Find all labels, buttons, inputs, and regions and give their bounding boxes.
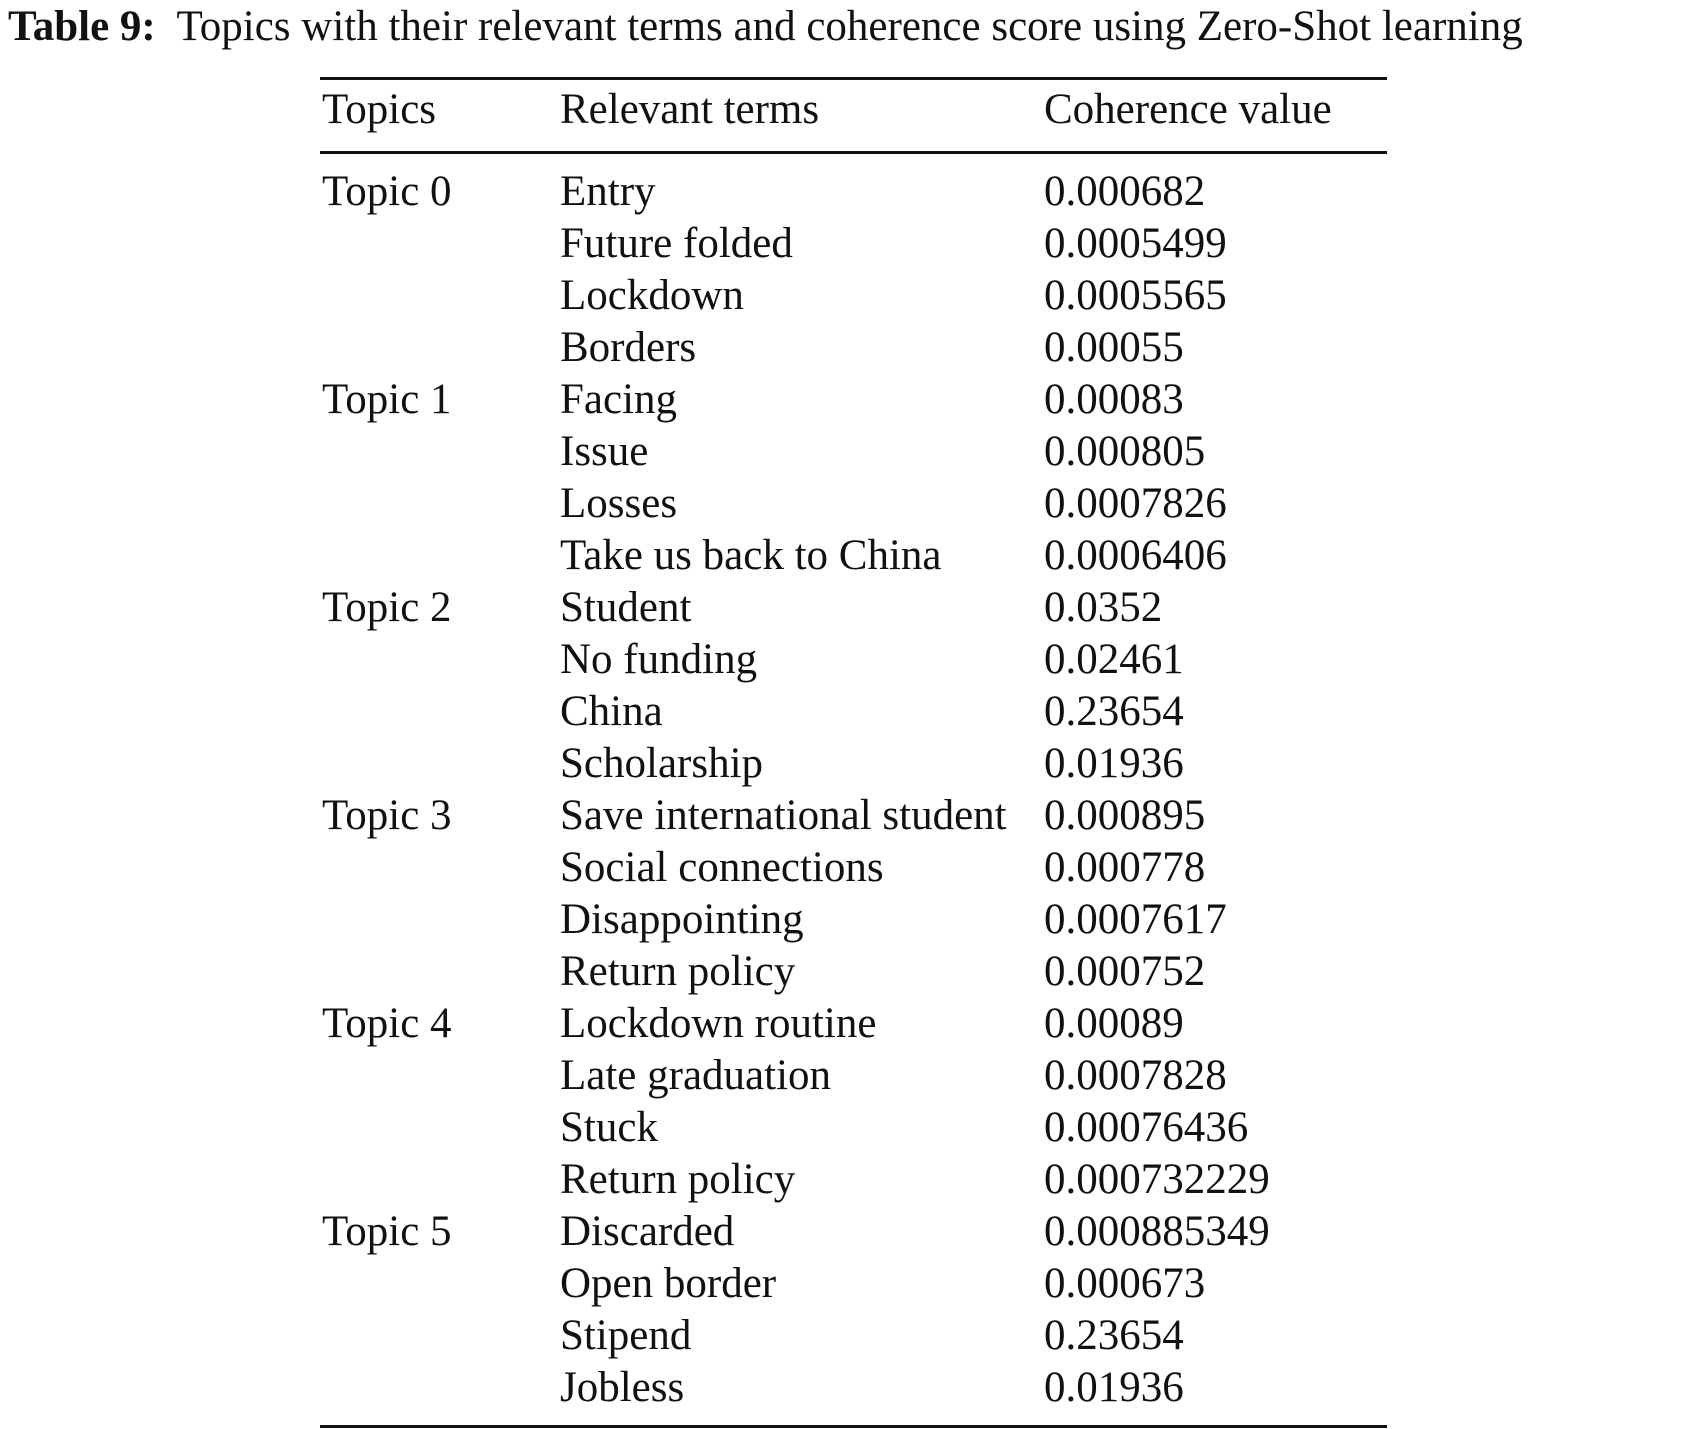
table-cell-value: 0.23654 — [1044, 688, 1184, 735]
table-cell-value: 0.000778 — [1044, 844, 1206, 891]
table-cell-term: Entry — [560, 168, 656, 215]
table-cell-value: 0.000732229 — [1044, 1156, 1270, 1203]
table-cell-topic: Topic 0 — [322, 168, 452, 215]
table-cell-term: Future folded — [560, 220, 793, 267]
table-cell-term: Return policy — [560, 948, 796, 995]
table-cell-value: 0.00089 — [1044, 1000, 1184, 1047]
table-cell-term: Social connections — [560, 844, 884, 891]
table-caption-text: Topics with their relevant terms and coherence score using Zero-Shot learning — [176, 3, 1523, 50]
table-cell-term: Discarded — [560, 1208, 735, 1255]
table-cell-value: 0.0005499 — [1044, 220, 1227, 267]
table-cell-topic: Topic 4 — [322, 1000, 452, 1047]
table-cell-value: 0.000805 — [1044, 428, 1206, 475]
table-cell-term: Facing — [560, 376, 678, 423]
header-relevant-terms: Relevant terms — [560, 86, 820, 133]
table-cell-term: Stuck — [560, 1104, 658, 1151]
table-cell-value: 0.00076436 — [1044, 1104, 1249, 1151]
table-cell-term: No funding — [560, 636, 758, 683]
table-cell-term: China — [560, 688, 663, 735]
table-cell-value: 0.00055 — [1044, 324, 1184, 371]
table-cell-term: Student — [560, 584, 692, 631]
table-cell-term: Lockdown routine — [560, 1000, 877, 1047]
table-cell-term: Stipend — [560, 1312, 692, 1359]
table-caption — [8, 2, 1523, 52]
table-cell-topic: Topic 2 — [322, 584, 452, 631]
table-cell-value: 0.01936 — [1044, 740, 1184, 787]
table-cell-value: 0.0006406 — [1044, 532, 1227, 579]
table-cell-term: Lockdown — [560, 272, 744, 319]
table-cell-value: 0.0007828 — [1044, 1052, 1227, 1099]
top-rule — [320, 77, 1387, 80]
table-cell-value: 0.0007826 — [1044, 480, 1227, 527]
table-cell-value: 0.000673 — [1044, 1260, 1206, 1307]
table-cell-value: 0.000885349 — [1044, 1208, 1270, 1255]
bottom-rule — [320, 1425, 1387, 1428]
table-cell-value: 0.00083 — [1044, 376, 1184, 423]
table-cell-term: Open border — [560, 1260, 777, 1307]
table-cell-topic: Topic 3 — [322, 792, 452, 839]
table-cell-value: 0.000682 — [1044, 168, 1206, 215]
table-cell-value: 0.01936 — [1044, 1364, 1184, 1411]
header-rule — [320, 151, 1387, 154]
table-cell-topic: Topic 5 — [322, 1208, 452, 1255]
table-cell-value: 0.000895 — [1044, 792, 1206, 839]
table-cell-term: Borders — [560, 324, 697, 371]
table-cell-value: 0.000752 — [1044, 948, 1206, 995]
table-cell-term: Late graduation — [560, 1052, 832, 1099]
table-cell-term: Save international student — [560, 792, 1007, 839]
table-cell-term: Issue — [560, 428, 649, 475]
table-cell-term: Scholarship — [560, 740, 764, 787]
table-cell-value: 0.0352 — [1044, 584, 1163, 631]
header-coherence-value: Coherence value — [1044, 86, 1332, 133]
table-cell-term: Return policy — [560, 1156, 796, 1203]
table-cell-term: Losses — [560, 480, 678, 527]
table-cell-value: 0.02461 — [1044, 636, 1184, 683]
table-cell-term: Disappointing — [560, 896, 804, 943]
table-cell-value: 0.0007617 — [1044, 896, 1227, 943]
table-caption-label: Table 9: — [8, 3, 156, 50]
table-cell-term: Jobless — [560, 1364, 685, 1411]
header-topics: Topics — [322, 86, 437, 133]
table-cell-topic: Topic 1 — [322, 376, 452, 423]
table-cell-value: 0.0005565 — [1044, 272, 1227, 319]
table-cell-value: 0.23654 — [1044, 1312, 1184, 1359]
table-cell-term: Take us back to China — [560, 532, 942, 579]
